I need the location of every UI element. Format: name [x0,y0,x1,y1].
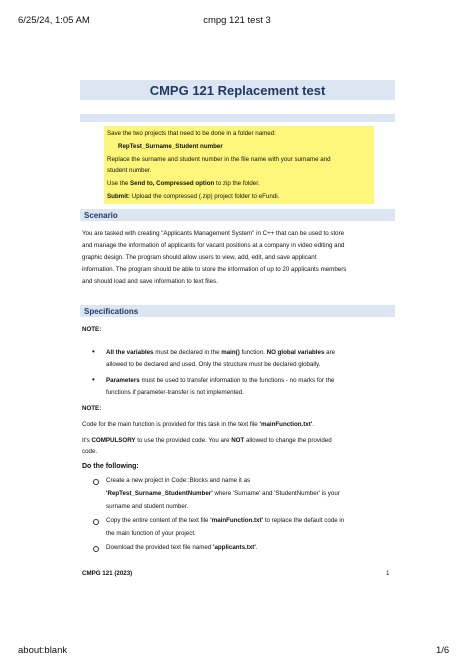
compulsory-line: code. [82,448,98,455]
print-page-title: cmpg 121 test 3 [203,15,271,26]
instruction-line: student number. [107,167,152,174]
text: . [255,544,258,551]
text: to zip the folder. [214,180,260,187]
text-bold: 'mainFunction.txt' [210,517,264,524]
text-bold: Parameters [106,377,140,384]
circle-bullet-icon [93,546,99,552]
rule-line [106,375,334,387]
text-bold: All the variables [106,349,154,356]
bullet-icon: • [92,347,95,356]
text-bold: NOT [231,437,245,444]
text-bold: 'RepTest_Surname_StudentNumber' [106,490,213,497]
doc-footer-course: CMPG 121 (2023) [82,570,133,577]
step-line: Create a new project in Code::Blocks and name it as [106,477,251,484]
print-url: about:blank [18,645,68,656]
print-page-count: 1/6 [436,645,450,656]
text: must be declared in the [153,349,222,356]
instruction-line: Replace the surname and student number in the file name with your surname and [107,156,331,163]
note-label: NOTE: [82,405,102,412]
note-label: NOTE: [82,326,102,333]
instruction-line [107,180,260,187]
text: function. [239,349,267,356]
text: to replace the default code in [263,517,345,524]
circle-bullet-icon [93,479,99,485]
text: allowed to change the provided [244,437,332,444]
text-bold: NO global variables [266,349,325,356]
step-line: the main function of your project. [106,530,196,537]
specifications-heading-bar [80,305,395,317]
document-title-bar [80,80,395,100]
scenario-heading: Scenario [84,210,118,220]
rule-line [106,347,335,359]
step-line: surname and student number. [106,503,189,510]
scenario-heading-bar [80,209,395,221]
text: Copy the entire content of the text file [106,517,211,524]
text: Download the provided text file named [106,544,213,551]
text: must be used to transfer information to the functions - no marks for the [139,377,335,384]
scenario-line: graphic design. The program should allow users to view, add, edit, and save applicant [82,254,317,261]
folder-name: RepTest_Surname_Student number [118,143,223,150]
step-line [106,488,340,500]
text-bold: main() [221,349,240,356]
rule-line: allowed to be declared and used. Only the structure must be declared globally. [106,361,321,368]
scenario-line: and should load and save information to text files. [82,278,218,285]
step-line [106,515,344,527]
circle-bullet-icon [93,519,99,525]
text-bold: 'mainFunction.txt' [259,421,313,428]
code-note-line [82,419,314,431]
text-bold: COMPULSORY [91,437,136,444]
print-timestamp: 6/25/24, 1:05 AM [18,15,90,26]
text: Code for the main function is provided for this task in the text file [82,421,260,428]
scenario-line: and manage the information of applicants for vacant positions at a company in video editing and [82,242,345,249]
instruction-line: Save the two projects that need to be done in a folder named: [107,130,276,137]
text: to use the provided code. You are [135,437,232,444]
doc-footer-page-number: 1 [386,570,390,577]
text-bold: 'applicants.txt' [212,544,256,551]
text: are [324,349,336,356]
do-following-heading: Do the following: [82,463,139,470]
rule-line: functions if parameter-transfer is not implemented. [106,389,244,396]
text: Upload the compressed (.zip) project folder to eFundi. [130,193,280,200]
text: It's [82,437,92,444]
bullet-icon: • [92,375,95,384]
text-bold: Send to, Compressed option [130,180,215,187]
text-bold: Submit: [107,193,131,200]
scenario-line: You are tasked with creating "Applicants Management System" in C++ that can be used to store [82,230,345,237]
text: where 'Surname' and 'StudentNumber' is your [212,490,340,497]
scenario-line: information. The program should be able to store the information of up to 20 applicants members [82,266,347,273]
step-line [106,542,258,554]
text: Use the [107,180,131,187]
title-divider-bar [80,114,395,122]
compulsory-line [82,435,332,447]
document-title: CMPG 121 Replacement test [149,82,326,98]
instruction-line [107,193,279,200]
specifications-heading: Specifications [84,306,139,316]
text: . [312,421,314,428]
submission-instructions [104,126,374,204]
